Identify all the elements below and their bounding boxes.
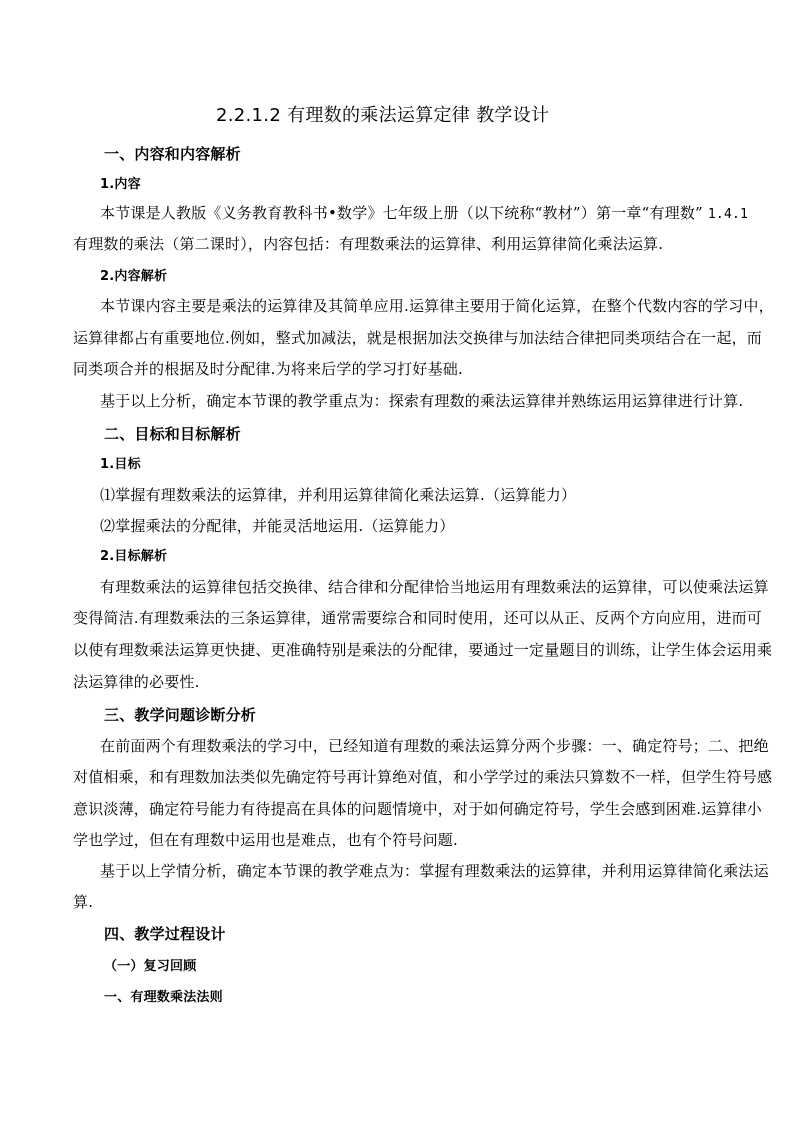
paragraph-line: 法运算律的必要性. [73,673,200,691]
goal-item: ⑵掌握乘法的分配律，并能灵活地运用.（运算能力） [100,517,455,535]
subheading-review: （一）复习回顾 [104,959,197,974]
paragraph-line: 对值相乘，和有理数加法类似先确定符号再计算绝对值，和小学学过的乘法只算数不一样，但学生符号感 [73,768,773,786]
section-heading-goals: 二、目标和目标解析 [104,425,241,443]
paragraph-line: 算. [73,893,94,911]
paragraph-line: 运算律都占有重要地位.例如，整式加减法，就是根据加法交换律与加法结合律把同类项结合在一起，而 [73,329,762,347]
paragraph-line: 基于以上分析，确定本节课的教学重点为：探索有理数的乘法运算律并熟练运用运算律进行计算. [100,392,744,410]
subheading-goals: 1.目标 [100,457,141,472]
paragraph-line: 变得简洁.有理数乘法的三条运算律，通常需要综合和同时使用，还可以从正、反两个方向应用，进而可 [73,609,762,627]
paragraph-line: 同类项合并的根据及时分配律.为将来后学的学习打好基础. [73,360,463,378]
goal-item: ⑴掌握有理数乘法的运算律，并利用运算律简化乘法运算.（运算能力） [100,486,577,504]
document-title: 2.2.1.2 有理数的乘法运算定律 教学设计 [216,105,550,126]
section-heading-content: 一、内容和内容解析 [104,145,241,163]
paragraph-line: 本节课内容主要是乘法的运算律及其简单应用.运算律主要用于简化运算，在整个代数内容的学习中， [100,297,774,315]
paragraph-line: 意识淡薄，确定符号能力有待提高在具体的问题情境中，对于如何确定符号，学生会感到困难.运算律小 [73,800,762,818]
section-heading-process: 四、教学过程设计 [104,925,226,943]
subheading-goals-analysis: 2.目标解析 [100,549,168,564]
paragraph-line: 在前面两个有理数乘法的学习中，已经知道有理数的乘法运算分两个步骤：一、确定符号；二、把绝 [100,737,769,755]
paragraph-line: 学也学过，但在有理数中运用也是难点，也有个符号问题. [73,831,458,849]
subheading-content: 1.内容 [100,177,141,192]
subheading-content-analysis: 2.内容解析 [100,269,168,284]
paragraph-line: 有理数乘法的运算律包括交换律、结合律和分配律恰当地运用有理数乘法的运算律，可以使乘法运算 [100,578,769,596]
paragraph-line: 有理数的乘法（第二课时），内容包括：有理数乘法的运算律、利用运算律简化乘法运算. [73,235,664,253]
section-heading-diagnosis: 三、教学问题诊断分析 [104,706,257,724]
list-item: 一、有理数乘法法则 [104,990,223,1005]
paragraph-line: 本节课是人教版《义务教育教科书•数学》七年级上册（以下统称“教材”）第一章“有理数” 1.4.1 [100,204,749,222]
paragraph-line: 以使有理数乘法运算更快捷、更准确特别是乘法的分配律，要通过一定量题目的训练，让学生体会运用乘 [73,641,773,659]
paragraph-line: 基于以上学情分析，确定本节课的教学难点为：掌握有理数乘法的运算律，并利用运算律简化乘法运 [100,862,769,880]
